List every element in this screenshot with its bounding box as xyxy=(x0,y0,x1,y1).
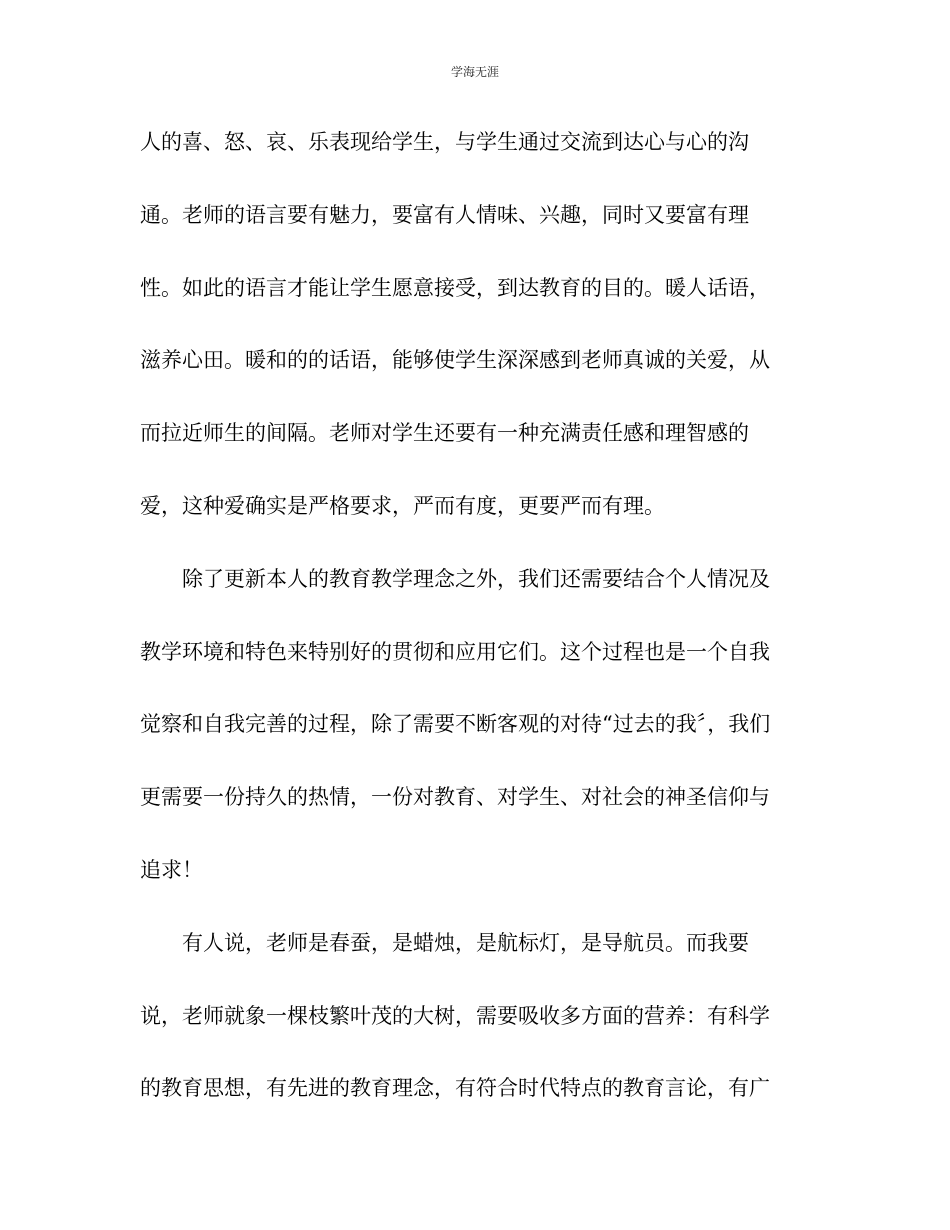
text-line: 说，老师就象一棵枝繁叶茂的大树，需要吸收多方面的营养：有科学 xyxy=(140,1003,770,1028)
paragraph-start-line: 除了更新本人的教育教学理念之外，我们还需要结合个人情况及 xyxy=(182,566,770,591)
text-line: 滋养心田。暖和的的话语，能够使学生深深感到老师真诚的关爱，从 xyxy=(140,348,770,373)
text-line: 更需要一份持久的热情，一份对教育、对学生、对社会的神圣信仰与 xyxy=(140,785,770,810)
text-line: 通。老师的语言要有魅力，要富有人情味、兴趣，同时又要富有理 xyxy=(140,202,749,227)
text-line: 追求！ xyxy=(140,857,203,882)
text-line: 教学环境和特色来特别好的贯彻和应用它们。这个过程也是一个自我 xyxy=(140,639,770,664)
text-line: 而拉近师生的间隔。老师对学生还要有一种充满责任感和理智感的 xyxy=(140,421,749,446)
paragraph-start-line: 有人说，老师是春蚕，是蜡烛，是航标灯，是导航员。而我要 xyxy=(182,930,749,955)
text-line: 人的喜、怒、哀、乐表现给学生，与学生通过交流到达心与心的沟 xyxy=(140,130,749,154)
page-header: 学海无涯 xyxy=(450,65,499,79)
text-line: 觉察和自我完善的过程，除了需要不断客观的对待“过去的我〞，我们 xyxy=(140,712,771,737)
text-line: 性。如此的语言才能让学生愿意接受，到达教育的目的。暖人话语， xyxy=(140,275,770,300)
text-line: 爱，这种爱确实是严格要求，严而有度，更要严而有理。 xyxy=(140,493,665,518)
text-line: 的教育思想，有先进的教育理念，有符合时代特点的教育言论，有广 xyxy=(140,1076,770,1101)
body-text xyxy=(140,124,810,1143)
